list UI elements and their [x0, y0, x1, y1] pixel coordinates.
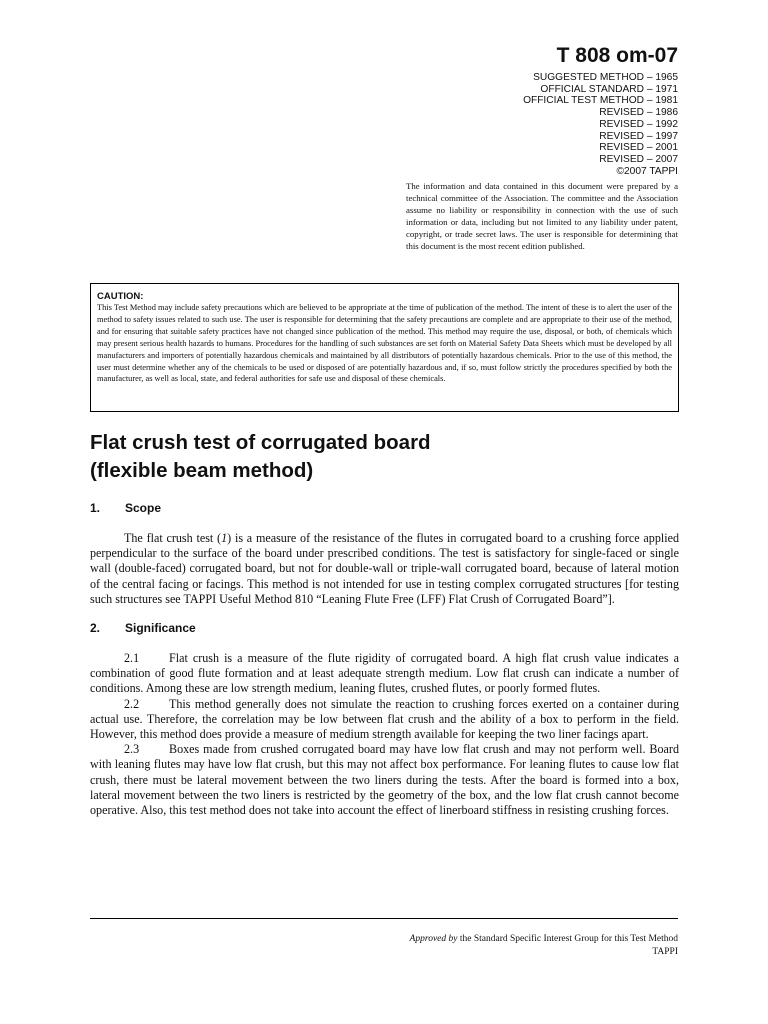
caution-text: This Test Method may include safety precautions which are believed to be appropriate at the time of publication of the method. The intent of these is to alert the user of the method to safety issues related to such use. The user is responsible for determining that the safety precautions are complete and are appropriate to their use of the method, and for ensuring that suitable safety practices have not changed since publication of the method. This method may require the use, disposal, or both, of chemicals which may present serious health hazards to humans. Procedures for the handling of such substances are set forth on Material Safety Data Sheets which must be developed by all manufacturers and importers of potentially hazardous chemicals and maintained by all distributors of potentially hazardous chemicals. Prior to the use of this method, the user must determine whether any of the chemicals to be used or disposed of are potentially hazardous and, if so, must follow strictly the procedures specified by both the manufacturer, as well as local, state, and federal authorities for safe use and disposal of these chemicals.: [97, 303, 672, 384]
title-line-1: Flat crush test of corrugated board: [90, 431, 431, 454]
paragraph-number: 2.1: [124, 651, 140, 665]
history-line: OFFICIAL STANDARD – 1971: [540, 83, 678, 95]
scope-text-end: ) is a measure of the resistance of the flutes in corrugated board to a crushing force applied perpendicular to the surface of the board under prescribed conditions. The test is satisfactory for single-faced or single wall (double-faced) corrugated board, but not for double-wall or triple-wall corrugated board, because of lateral motion of the central facing or facings. This method is not intended for use in testing complex corrugated structures [for testing such structures see TAPPI Useful Method 810 “Leaning Flute Free (LFF) Flat Crush of Corrugated Board”].: [90, 531, 680, 606]
footer-org: TAPPI: [652, 947, 678, 957]
section-title: Scope: [125, 501, 162, 515]
disclaimer-text: The information and data contained in this document were prepared by a technical committee of the Association. The committee and the Association assume no liability or responsibility in connection with the use of such information or data, including but not limited to any liability under patent, copyright, or trade secret laws. The user is responsible for determining that this document is the most recent edition published.: [406, 181, 678, 251]
document-header: [380, 44, 678, 177]
section-number: 1.: [90, 501, 101, 515]
footer-rule: [90, 918, 678, 919]
significance-paragraph: [90, 697, 679, 743]
history-line: REVISED – 1992: [599, 118, 678, 130]
paragraph-text: Flat crush is a measure of the flute rigidity of corrugated board. A high flat crush value indicates a combination of good flute formation and at least adequate strength medium. Low flat crush can indicate a number of conditions. Among these are low strength medium, leaning flutes, crushed flutes, or poorly formed flutes.: [90, 651, 679, 696]
section-heading-scope: [90, 501, 161, 515]
history-line: REVISED – 1986: [599, 107, 678, 119]
history-line: OFFICIAL TEST METHOD – 1981: [523, 95, 678, 107]
significance-paragraph: [90, 651, 679, 697]
approval-text: the Standard Specific Interest Group for this Test Method: [457, 934, 678, 944]
history-line: REVISED – 2001: [599, 142, 678, 154]
scope-body: [90, 531, 679, 607]
document-title: [90, 429, 690, 485]
section-title: Significance: [125, 621, 196, 635]
section-heading-significance: [90, 621, 196, 635]
scope-paragraph: [90, 531, 679, 607]
paragraph-text: This method generally does not simulate the reaction to crushing forces exerted on a container during actual use. Therefore, the correlation may be low between flat crush and the ability of a box to perform in the field. However, this method does provide a measure of medium strength available for keeping the two liner facings apart.: [90, 696, 679, 742]
caution-heading: CAUTION:: [97, 291, 144, 302]
approved-by-label: Approved by: [409, 934, 458, 944]
reference-number: 1: [221, 531, 228, 545]
document-number: T 808 om-07: [556, 44, 678, 67]
history-line: REVISED – 2007: [599, 153, 678, 165]
title-line-2: (flexible beam method): [90, 459, 314, 482]
caution-box: [90, 283, 679, 412]
page-footer: [300, 933, 678, 959]
paragraph-number: 2.2: [124, 696, 140, 711]
significance-paragraph: [90, 742, 679, 818]
paragraph-number: 2.3: [124, 742, 140, 757]
scope-text-start: The flat crush test (: [124, 531, 222, 545]
significance-body: [90, 651, 679, 818]
paragraph-text: Boxes made from crushed corrugated board may have low flat crush and may not perform well. Board with leaning flutes may have low flat crush, but this may not affect box performance. For leaning flutes to cause low flat crush, there must be lateral movement between the two liners during the tests. After the board is formed into a box, lateral movement between the two liners is restricted by the geometry of the box, and the low flat crush cannot become operative. Also, this test method does not take into account the effect of linerboard stiffness in resisting crushing forces.: [90, 742, 679, 818]
copyright: ©2007 TAPPI: [616, 165, 678, 177]
history-line: SUGGESTED METHOD – 1965: [533, 72, 678, 83]
section-number: 2.: [90, 621, 101, 635]
approval-line: [300, 933, 678, 946]
history-line: REVISED – 1997: [599, 130, 678, 142]
